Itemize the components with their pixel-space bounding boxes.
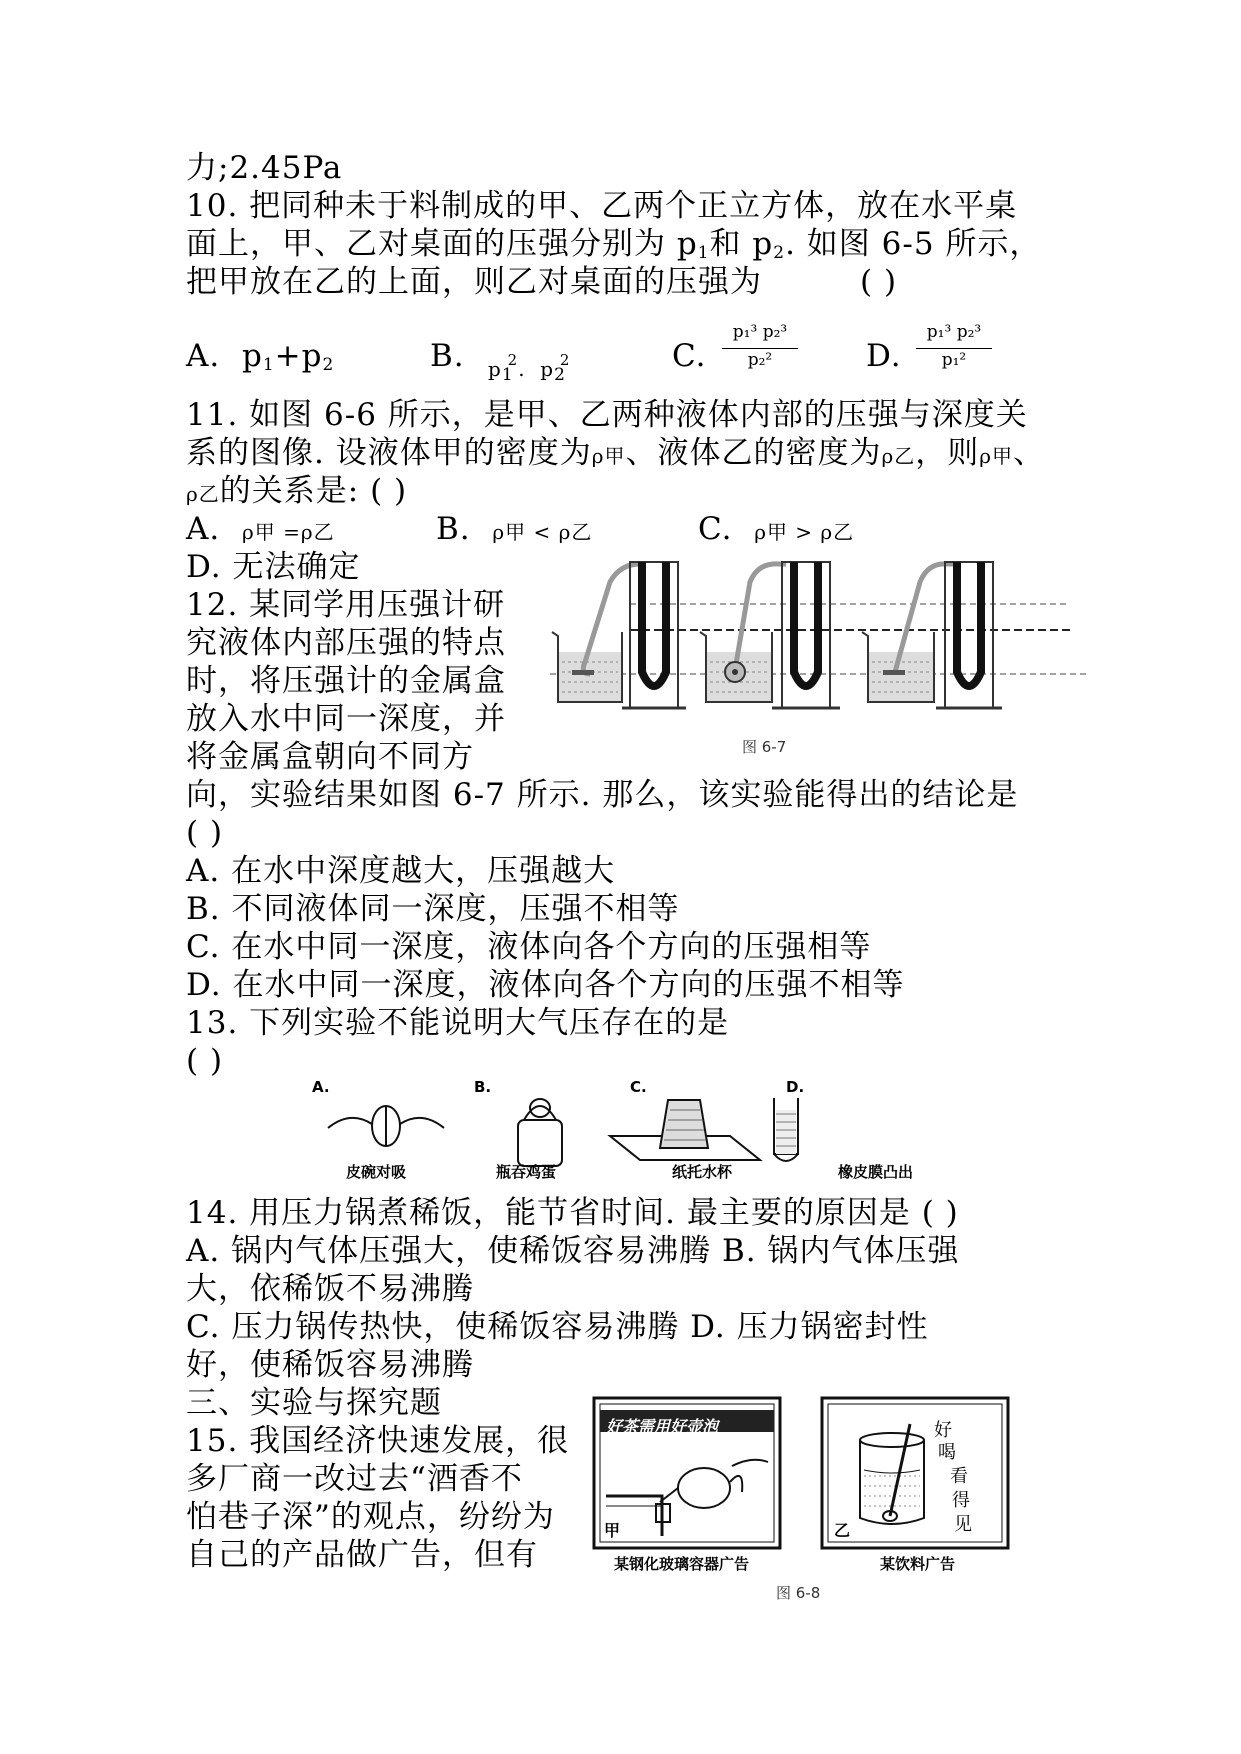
metal-box-3	[883, 670, 905, 675]
q13-label-b: B.	[474, 1078, 492, 1096]
u-manometer-2	[772, 562, 840, 708]
q12-option-d: D. 在水中同一深度，液体向各个方向的压强不相等	[186, 967, 905, 1003]
q11-option-d: D. 无法确定	[186, 549, 361, 585]
q13-answer-paren: ( )	[186, 1043, 224, 1079]
q13-line1: 13. 下列实验不能说明大气压存在的是	[186, 1005, 730, 1041]
q13-caption-d: 橡皮膜凸出	[838, 1163, 914, 1181]
q14-line2: A. 锅内气体压强大，使稀饭容易沸腾 B. 锅内气体压强	[186, 1233, 960, 1269]
fraction-bar	[722, 348, 798, 349]
q11-line2: 系的图像. 设液体甲的密度为ρ甲、液体乙的密度为ρ乙，则ρ甲、	[186, 435, 1046, 471]
ad2-caption: 某饮料广告	[880, 1555, 956, 1573]
ad2-mark: 乙	[834, 1521, 851, 1540]
q13-caption-a: 皮碗对吸	[346, 1163, 407, 1181]
q15-line2: 多厂商一改过去“酒香不	[186, 1461, 523, 1497]
ad2-text-jian: 见	[954, 1514, 972, 1535]
q11-line1: 11. 如图 6-6 所示，是甲、乙两种液体内部的压强与深度关	[186, 397, 1028, 433]
fraction-bar	[916, 348, 992, 349]
q10-option-b-expr: $p_1^2$. $p_2^2$	[488, 351, 571, 385]
q15-line4: 自己的产品做广告，但有	[186, 1537, 538, 1573]
q13-caption-b: 瓶吞鸡蛋	[496, 1163, 557, 1181]
q10-option-d-denominator: p₁²	[941, 350, 967, 370]
q11-line3: ρ乙的关系是: ( )	[186, 473, 408, 509]
suction-cups-illustration	[328, 1106, 444, 1146]
q12-line1: 12. 某同学用压强计研	[186, 587, 506, 623]
section-3-heading: 三、实验与探究题	[186, 1385, 442, 1421]
q15-line3: 怕巷子深”的观点，纷纷为	[186, 1499, 555, 1535]
rubber-membrane-illustration	[774, 1098, 798, 1161]
q10-line1: 10. 把同种未于料制成的甲、乙两个正立方体，放在水平桌	[186, 188, 1018, 224]
q13-label-c: C.	[630, 1078, 647, 1096]
metal-box-2-center	[732, 669, 738, 675]
ad2-text-kan: 看	[950, 1466, 968, 1487]
q10-option-c-numerator: p₁³ p₂³	[732, 322, 788, 342]
q12-line3: 时，将压强计的金属盒	[186, 663, 506, 699]
q10-option-d-numerator: p₁³ p₂³	[926, 322, 982, 342]
u-manometer-3	[936, 562, 1002, 708]
q12-option-c: C. 在水中同一深度，液体向各个方向的压强相等	[186, 929, 872, 965]
ad1-banner: 好茶需用好壶泡	[606, 1417, 719, 1436]
q11-option-a: A. ρ甲 =ρ乙	[186, 511, 335, 547]
q14-line5: 好，使稀饭容易沸腾	[186, 1347, 474, 1383]
q14-line3: 大，依稀饭不易沸腾	[186, 1271, 474, 1307]
figure-6-8-caption: 图 6-8	[776, 1584, 821, 1602]
ad2-text-hao: 好	[934, 1420, 952, 1441]
q11-option-c: C. ρ甲 > ρ乙	[698, 511, 855, 547]
q12-line4: 放入水中同一深度，并	[186, 701, 506, 737]
ad2-text-he: 喝	[938, 1442, 956, 1463]
q10-line3: 把甲放在乙的上面，则乙对桌面的压强为	[186, 264, 762, 300]
q12-option-b: B. 不同液体同一深度，压强不相等	[186, 891, 680, 927]
q10-line2: 面上，甲、乙对桌面的压强分别为 $p_1$和 $p_2$. 如图 6-5 所示，	[186, 226, 1042, 263]
q14-line4: C. 压力锅传热快，使稀饭容易沸腾 D. 压力锅密封性	[186, 1309, 929, 1345]
q10-option-a: A. $p_1+p_2$	[186, 338, 335, 375]
ad2-text-de: 得	[952, 1490, 970, 1511]
q12-answer-paren: ( )	[186, 815, 224, 851]
text-line: 力;2.45Pa	[186, 150, 343, 186]
q10-option-d: D.	[866, 338, 902, 374]
q12-line2: 究液体内部压强的特点	[186, 625, 506, 661]
figure-6-7	[550, 552, 1100, 712]
q10-option-b: B.	[430, 338, 465, 374]
u-manometer-1	[622, 562, 686, 708]
ad1-mark: 甲	[604, 1521, 621, 1540]
metal-box-1	[572, 670, 594, 675]
q12-line6: 向，实验结果如图 6-7 所示. 那么，该实验能得出的结论是	[186, 777, 1019, 813]
q11-option-b: B. ρ甲 < ρ乙	[436, 511, 593, 547]
bottle-egg-illustration	[518, 1099, 562, 1166]
q10-option-c-denominator: p₂²	[747, 350, 773, 370]
q10-answer-paren: ( )	[860, 264, 898, 300]
q15-line1: 15. 我国经济快速发展，很	[186, 1423, 570, 1459]
figure-6-7-caption: 图 6-7	[742, 738, 787, 756]
q12-option-a: A. 在水中深度越大，压强越大	[186, 853, 616, 889]
ad1-caption: 某钢化玻璃容器广告	[614, 1555, 750, 1573]
q14-line1: 14. 用压力锅煮稀饭，能节省时间. 最主要的原因是 ( )	[186, 1195, 959, 1231]
beaker-1	[552, 632, 622, 702]
paper-cup-illustration	[610, 1100, 760, 1160]
q13-caption-c: 纸托水杯	[672, 1163, 733, 1181]
q12-line5: 将金属盒朝向不同方	[186, 739, 474, 775]
q10-option-c: C.	[672, 338, 707, 374]
q13-label-a: A.	[312, 1078, 330, 1096]
q13-label-d: D.	[786, 1078, 805, 1096]
